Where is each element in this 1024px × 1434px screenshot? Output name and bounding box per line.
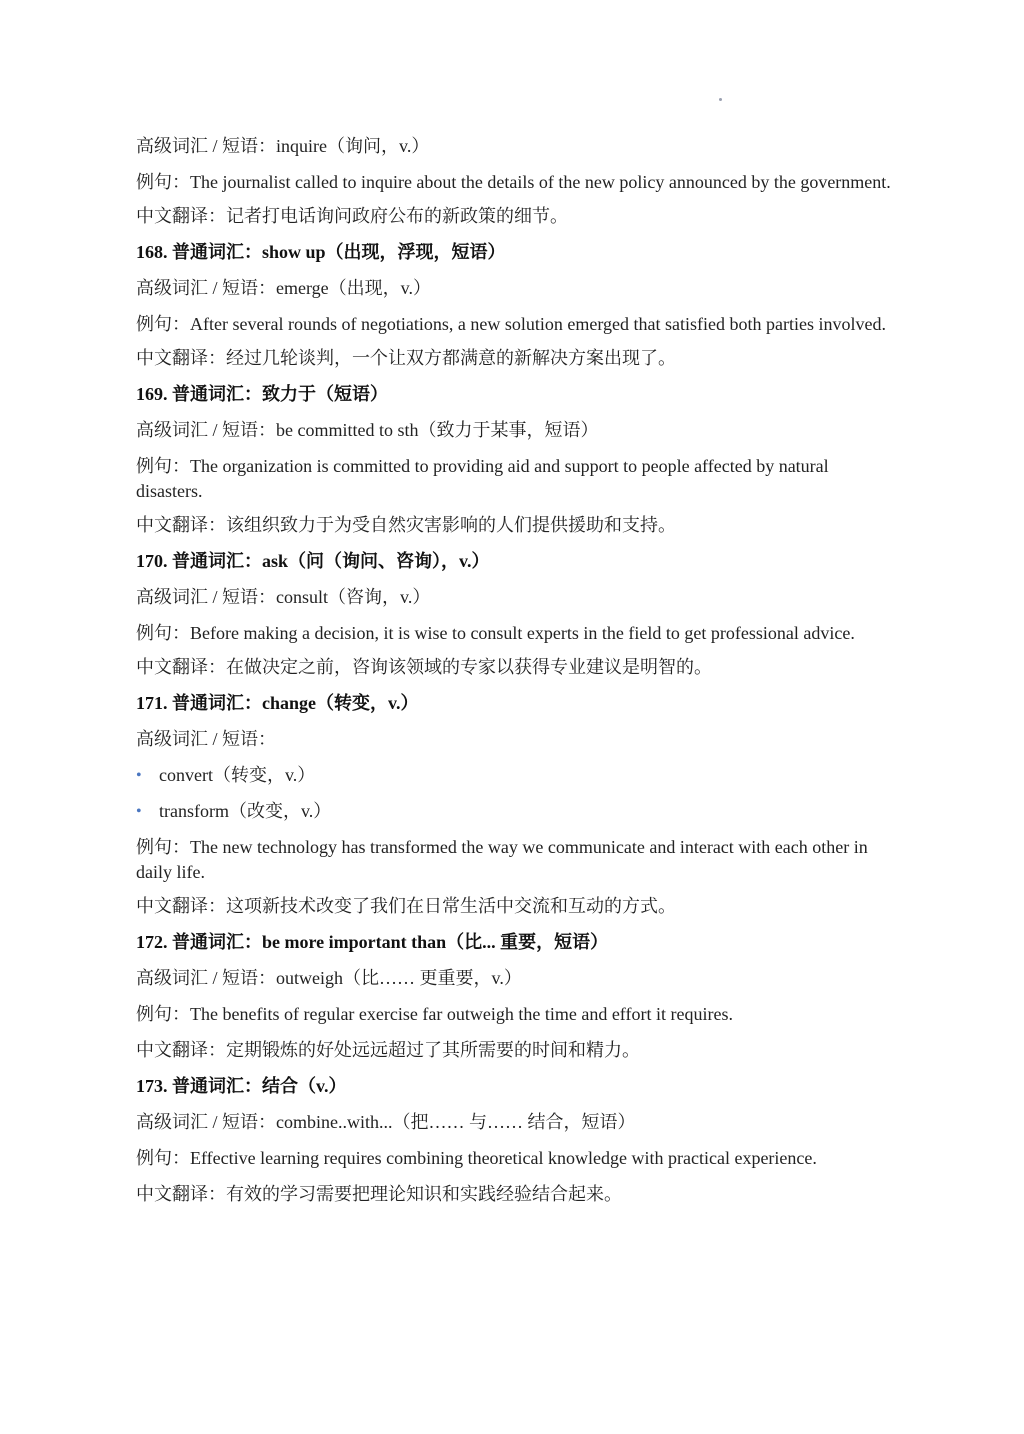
entry-line: 中文翻译：这项新技术改变了我们在日常生活中交流和互动的方式。: [136, 896, 676, 916]
entry-heading: 170. 普通词汇：ask（问（询问、咨询），v.）: [136, 551, 490, 571]
example-sentence: 例句：After several rounds of negotiations, a new solution emerged that satisfied both parties involved.: [136, 314, 886, 334]
bullet-text: transform（改变，v.）: [159, 801, 332, 821]
entry-line: 高级词汇 / 短语：: [136, 729, 277, 749]
entry-line: 中文翻译：定期锻炼的好处远远超过了其所需要的时间和精力。: [136, 1040, 640, 1060]
example-sentence: 例句：The new technology has transformed the way we communicate and interact with each other in daily life.: [136, 837, 868, 882]
entry-line: 中文翻译：经过几轮谈判，一个让双方都满意的新解决方案出现了。: [136, 348, 676, 368]
example-sentence: 例句：Before making a decision, it is wise to consult experts in the field to get professional advice.: [136, 623, 855, 643]
page-mark: [719, 98, 722, 101]
entry-line: 中文翻译：该组织致力于为受自然灾害影响的人们提供援助和支持。: [136, 515, 676, 535]
entry-line: 高级词汇 / 短语：be committed to sth（致力于某事，短语）: [136, 420, 599, 440]
example-sentence: 例句：The organization is committed to providing aid and support to people affected by natural disasters.: [136, 456, 829, 501]
entry-line: 中文翻译：有效的学习需要把理论知识和实践经验结合起来。: [136, 1184, 622, 1204]
entry-heading: 172. 普通词汇：be more important than（比... 重要，短语）: [136, 932, 609, 952]
entry-line: 高级词汇 / 短语：outweigh（比…… 更重要，v.）: [136, 968, 522, 988]
bullet-item: [136, 763, 896, 788]
entry-line: 中文翻译：记者打电话询问政府公布的新政策的细节。: [136, 206, 568, 226]
bullet-icon: •: [136, 803, 142, 820]
entry-line: 例句：The benefits of regular exercise far outweigh the time and effort it requires.: [136, 1004, 733, 1024]
entry-line: 高级词汇 / 短语：combine..with...（把…… 与…… 结合，短语）: [136, 1112, 636, 1132]
entry-heading: 168. 普通词汇：show up（出现，浮现，短语）: [136, 242, 506, 262]
entry-heading: 169. 普通词汇：致力于（短语）: [136, 384, 388, 404]
bullet-text: convert（转变，v.）: [159, 765, 316, 785]
entry-line: 例句：Effective learning requires combining theoretical knowledge with practical experience.: [136, 1148, 817, 1168]
entry-line: 高级词汇 / 短语：emerge（出现，v.）: [136, 278, 431, 298]
vocabulary-list: [136, 134, 896, 1218]
entry-line: 中文翻译：在做决定之前，咨询该领域的专家以获得专业建议是明智的。: [136, 657, 712, 677]
entry-heading: 173. 普通词汇：结合（v.）: [136, 1076, 347, 1096]
entry-line: 高级词汇 / 短语：inquire（询问，v.）: [136, 136, 430, 156]
bullet-item: [136, 799, 896, 824]
entry-line: 高级词汇 / 短语：consult（咨询，v.）: [136, 587, 431, 607]
bullet-icon: •: [136, 767, 142, 784]
example-sentence: 例句：The journalist called to inquire about the details of the new policy announced by the government.: [136, 172, 891, 192]
entry-heading: 171. 普通词汇：change（转变，v.）: [136, 693, 419, 713]
